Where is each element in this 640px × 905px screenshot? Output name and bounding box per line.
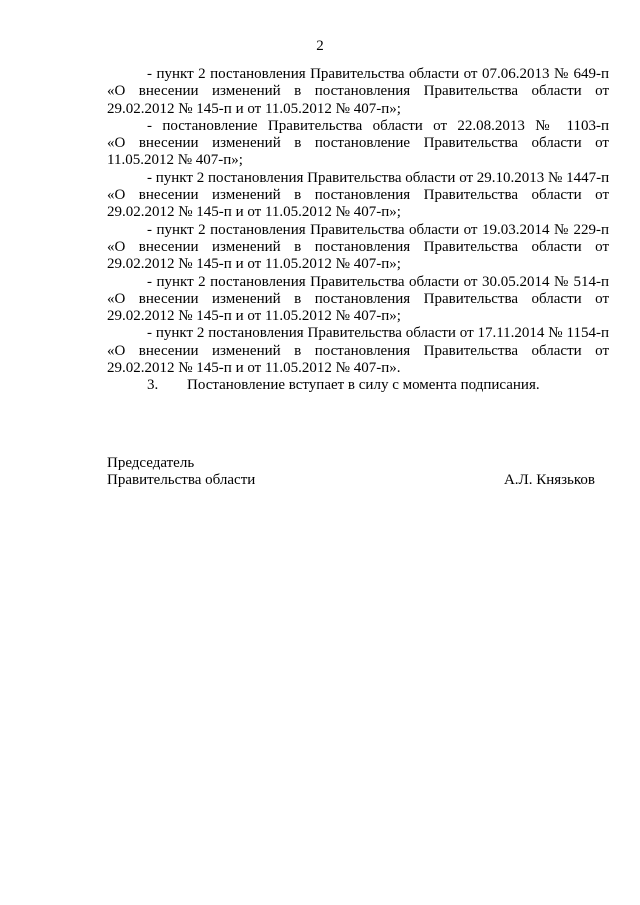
clause-number: 3. [147,377,159,394]
list-item-line: «О внесении изменений в постановления Правительства области от [107,187,609,204]
clause-3 [107,377,609,394]
list-item [107,274,609,326]
list-item-line: - пункт 2 постановления Правительства области от 19.03.2014 № 229-п [147,221,609,238]
list-item [107,118,609,170]
page-number: 2 [316,38,324,54]
list-item-line: 29.02.2012 № 145-п и от 11.05.2012 № 407-п»; [107,204,401,221]
list-item [107,66,609,118]
list-item-line: «О внесении изменений в постановление Правительства области от [107,135,609,152]
list-item-line: - пункт 2 постановления Правительства области от 29.10.2013 № 1447-п [147,169,610,186]
list-item-line: «О внесении изменений в постановления Правительства области от [107,83,609,100]
signatory-title-line2: Правительства области [107,472,256,489]
list-item-line: - постановление Правительства области от 22.08.2013 № 1103-п [147,117,609,134]
list-item-line: - пункт 2 постановления Правительства области от 07.06.2013 № 649-п [147,66,609,82]
signatory-name: А.Л. Князьков [503,472,595,489]
document-body [107,66,609,395]
list-item-line: 29.02.2012 № 145-п и от 11.05.2012 № 407-п»; [107,256,401,273]
list-item [107,170,609,222]
list-item-line: 29.02.2012 № 145-п и от 11.05.2012 № 407-п». [107,360,401,377]
list-item-line: 11.05.2012 № 407-п»; [107,152,243,169]
list-item-line: - пункт 2 постановления Правительства области от 30.05.2014 № 514-п [147,273,609,290]
list-item-line: - пункт 2 постановления Правительства области от 17.11.2014 № 1154-п [147,325,609,342]
list-item-line: 29.02.2012 № 145-п и от 11.05.2012 № 407-п»; [107,308,401,325]
list-item [107,222,609,274]
list-item-line: «О внесении изменений в постановления Правительства области от [107,342,609,359]
list-item-line: «О внесении изменений в постановления Правительства области от [107,238,609,255]
list-item-line: «О внесении изменений в постановления Правительства области от [107,290,609,307]
clause-text: Постановление вступает в силу с момента подписания. [187,377,540,394]
list-item-line: 29.02.2012 № 145-п и от 11.05.2012 № 407-п»; [107,100,401,117]
signatory-title-line1: Председатель [107,455,195,471]
list-item [107,325,609,377]
signature-block [107,455,595,490]
